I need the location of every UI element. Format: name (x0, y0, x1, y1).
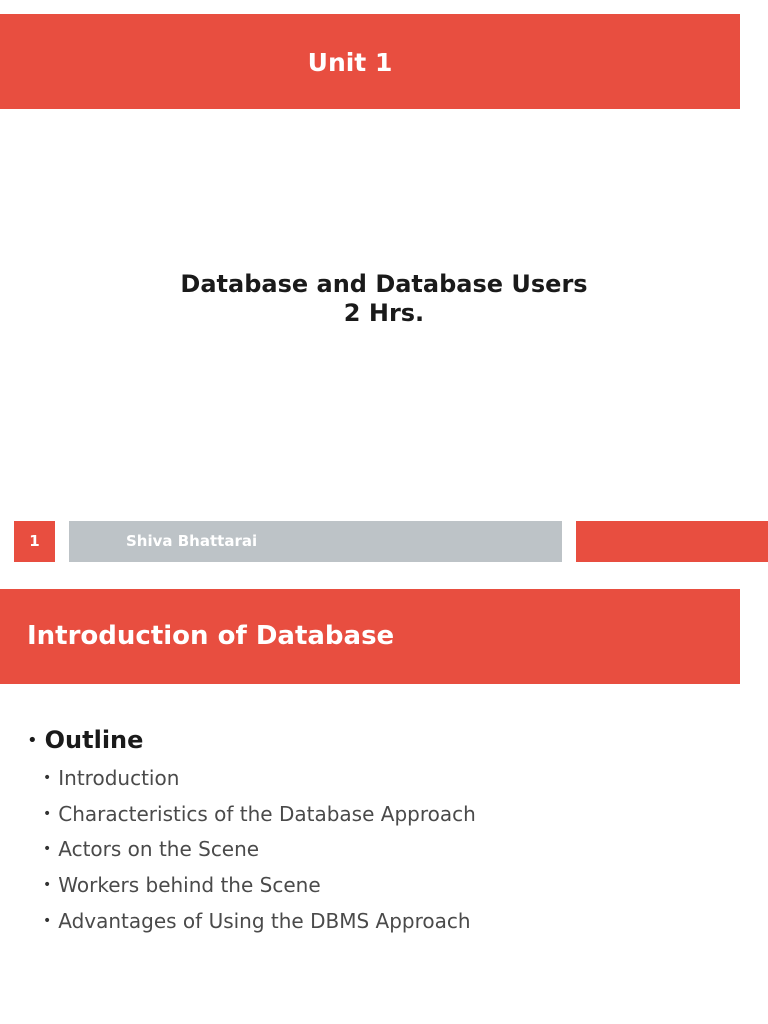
bullet-icon: • (27, 729, 38, 751)
bullet-icon: • (43, 841, 52, 858)
bullet-icon: • (43, 805, 52, 822)
footer-author: Shiva Bhattarai (126, 532, 258, 550)
slide-number: 1 (14, 521, 55, 562)
slide1-subtitle-line2: 2 Hrs. (343, 299, 425, 327)
slide1-title: Unit 1 (307, 48, 393, 77)
outline-section (27, 722, 727, 939)
list-item-text: Introduction (58, 765, 180, 790)
footer-accent-bar (576, 521, 768, 562)
bullet-icon: • (43, 913, 52, 930)
bullet-icon: • (43, 769, 52, 786)
list-item-text: Advantages of Using the DBMS Approach (58, 909, 471, 934)
list-item (27, 867, 727, 903)
outline-list (27, 760, 727, 939)
list-item (27, 796, 727, 832)
list-item-text: Characteristics of the Database Approach (58, 801, 476, 826)
list-item (27, 760, 727, 796)
bullet-icon: • (43, 877, 52, 894)
list-item (27, 903, 727, 939)
outline-heading-text: Outline (44, 726, 144, 754)
list-item-text: Workers behind the Scene (58, 873, 321, 898)
footer-author-bar (69, 521, 562, 562)
slide2-title: Introduction of Database (27, 621, 395, 651)
list-item (27, 832, 727, 868)
slide1-subtitle (0, 270, 768, 328)
outline-heading (27, 722, 727, 758)
slide2-title-bar (0, 589, 740, 684)
list-item-text: Actors on the Scene (58, 837, 260, 862)
slide1-subtitle-line1: Database and Database Users (180, 270, 588, 298)
slide1-title-bar (0, 14, 740, 109)
